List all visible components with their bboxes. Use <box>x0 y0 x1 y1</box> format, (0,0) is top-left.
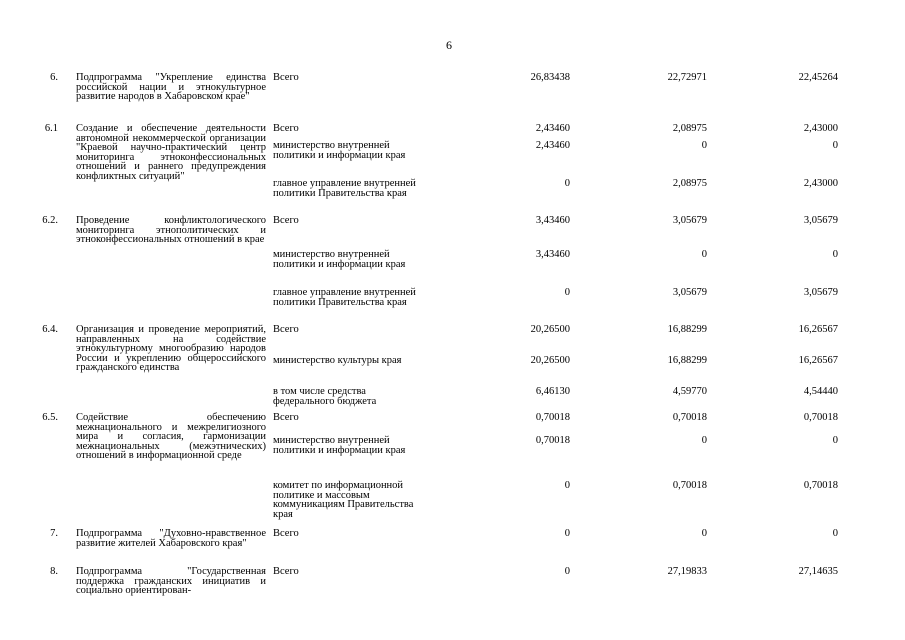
row-number: 6.5. <box>42 412 58 423</box>
value-year-2: 16,88299 <box>667 355 707 366</box>
item-name: Организация и проведение мероприятий, направленных на содействие этнокультурному многообразию народов России и укреплению общероссийского гражданского единства <box>76 324 266 374</box>
funding-source: комитет по информационной политике и массовым коммуникациям Правительства края <box>273 480 414 520</box>
value-year-3: 3,05679 <box>803 215 838 226</box>
value-year-1: 0 <box>564 178 570 189</box>
funding-source: министерство внутренней политики и информации края <box>273 249 406 270</box>
page-number: 6 <box>446 38 452 52</box>
funding-source: Всего <box>273 123 299 134</box>
funding-source: Всего <box>273 412 299 423</box>
value-year-3: 0,70018 <box>803 480 838 491</box>
value-year-3: 3,05679 <box>803 287 838 298</box>
value-year-3: 16,26567 <box>798 355 838 366</box>
value-year-3: 0 <box>832 249 838 260</box>
funding-source: главное управление внутренней политики Правительства края <box>273 287 416 308</box>
value-year-1: 3,43460 <box>535 215 570 226</box>
funding-source: Всего <box>273 528 299 539</box>
row-number: 7. <box>50 528 58 539</box>
value-year-2: 0 <box>701 528 707 539</box>
funding-source: министерство внутренней политики и информации края <box>273 140 406 161</box>
item-name: Проведение конфликтологического мониторинга этнополитических и этноконфессиональных отношений в крае <box>76 215 266 246</box>
value-year-1: 2,43460 <box>535 123 570 134</box>
value-year-1: 0 <box>564 566 570 577</box>
value-year-2: 27,19833 <box>667 566 707 577</box>
row-number: 6.1 <box>44 123 58 134</box>
value-year-2: 22,72971 <box>667 72 707 83</box>
value-year-2: 3,05679 <box>672 215 707 226</box>
value-year-2: 0 <box>701 140 707 151</box>
value-year-1: 0,70018 <box>535 412 570 423</box>
value-year-2: 0 <box>701 435 707 446</box>
value-year-2: 0,70018 <box>672 480 707 491</box>
value-year-1: 2,43460 <box>535 140 570 151</box>
funding-source: в том числе средства федерального бюджета <box>273 386 377 407</box>
item-name: Создание и обеспечение деятельности автономной некоммерческой организации "Краевой научно-практический центр мониторинга этноконфессиональных отношений и раннего предупреждения конфликтных ситуаций" <box>76 123 266 182</box>
value-year-3: 2,43000 <box>803 123 838 134</box>
funding-source: Всего <box>273 215 299 226</box>
funding-source: Всего <box>273 324 299 335</box>
value-year-2: 16,88299 <box>667 324 707 335</box>
value-year-2: 3,05679 <box>672 287 707 298</box>
value-year-3: 27,14635 <box>798 566 838 577</box>
value-year-2: 2,08975 <box>672 178 707 189</box>
value-year-1: 26,83438 <box>530 72 570 83</box>
value-year-3: 0 <box>832 528 838 539</box>
value-year-2: 0 <box>701 249 707 260</box>
item-name: Содействие обеспечению межнационального и межрелигиозного мира и согласия, гармонизации межнациональных (межэтнических) отношений в информационной среде <box>76 412 266 462</box>
value-year-1: 20,26500 <box>530 324 570 335</box>
value-year-3: 0,70018 <box>803 412 838 423</box>
value-year-1: 0,70018 <box>535 435 570 446</box>
value-year-1: 3,43460 <box>535 249 570 260</box>
funding-source: Всего <box>273 566 299 577</box>
value-year-3: 22,45264 <box>798 72 838 83</box>
item-name: Подпрограмма "Духовно-нравственное развитие жителей Хабаровского края" <box>76 528 266 549</box>
value-year-3: 0 <box>832 435 838 446</box>
value-year-3: 4,54440 <box>803 386 838 397</box>
value-year-2: 4,59770 <box>672 386 707 397</box>
value-year-1: 0 <box>564 480 570 491</box>
value-year-2: 0,70018 <box>672 412 707 423</box>
value-year-3: 2,43000 <box>803 178 838 189</box>
value-year-1: 0 <box>564 528 570 539</box>
value-year-1: 6,46130 <box>535 386 570 397</box>
funding-source: главное управление внутренней политики Правительства края <box>273 178 416 199</box>
row-number: 6.4. <box>42 324 58 335</box>
funding-source: министерство культуры края <box>273 355 402 366</box>
value-year-1: 0 <box>564 287 570 298</box>
funding-source: Всего <box>273 72 299 83</box>
item-name: Подпрограмма "Укрепление единства российской нации и этнокультурное развитие народов в Хабаровском крае" <box>76 72 266 103</box>
value-year-1: 20,26500 <box>530 355 570 366</box>
row-number: 6. <box>50 72 58 83</box>
row-number: 8. <box>50 566 58 577</box>
value-year-3: 16,26567 <box>798 324 838 335</box>
item-name: Подпрограмма "Государственная поддержка гражданских инициатив и социально ориентирован- <box>76 566 266 597</box>
value-year-2: 2,08975 <box>672 123 707 134</box>
value-year-3: 0 <box>832 140 838 151</box>
funding-source: министерство внутренней политики и информации края <box>273 435 406 456</box>
row-number: 6.2. <box>42 215 58 226</box>
